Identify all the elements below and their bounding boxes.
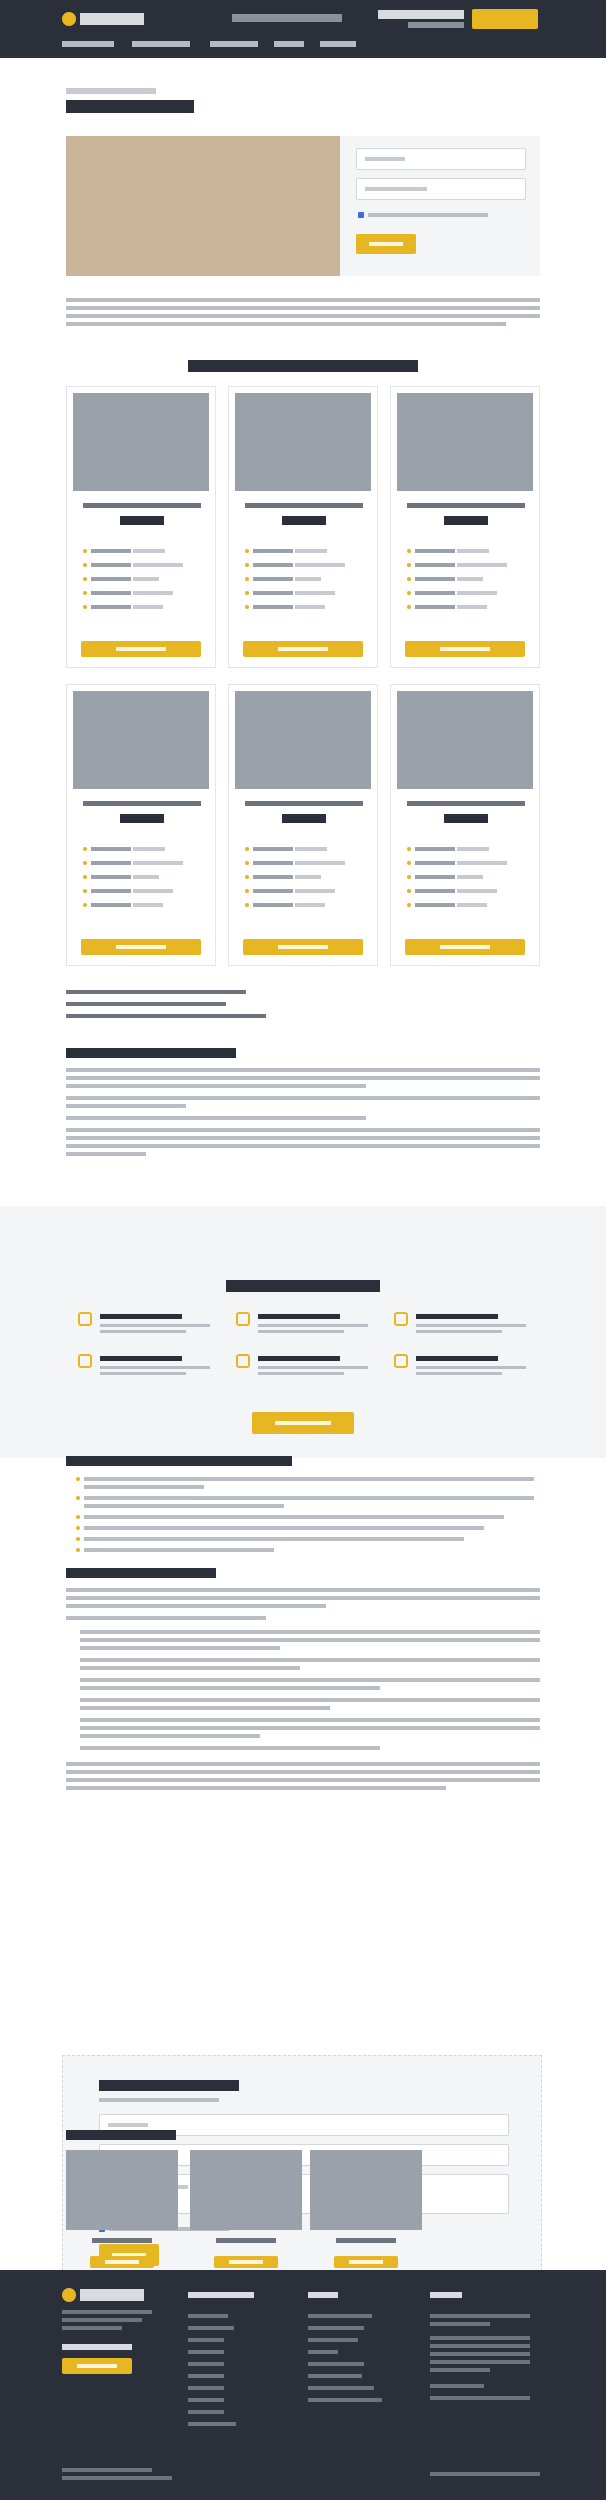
card-price xyxy=(282,516,326,525)
service-caption xyxy=(336,2238,396,2243)
card-image xyxy=(235,691,371,789)
order-button[interactable] xyxy=(243,641,363,657)
team-icon xyxy=(236,1312,250,1326)
why-us-section xyxy=(0,1206,606,1458)
footer-call-button[interactable] xyxy=(62,2358,132,2374)
service-more-button[interactable] xyxy=(334,2256,398,2268)
card-title xyxy=(407,503,525,508)
footer-logo[interactable] xyxy=(62,2288,146,2302)
nav-item-moving[interactable] xyxy=(274,41,304,47)
price-card xyxy=(228,684,378,966)
checkbox-icon[interactable] xyxy=(358,212,364,218)
nav-item-company[interactable] xyxy=(62,41,114,47)
service-more-button[interactable] xyxy=(90,2256,154,2268)
card-title xyxy=(83,801,201,806)
route-icon xyxy=(236,1354,250,1368)
logo-wordmark xyxy=(80,2289,144,2301)
price-card xyxy=(390,684,540,966)
advantages-title xyxy=(66,1456,292,1466)
hero-consent-text xyxy=(368,213,488,217)
why-item xyxy=(78,1354,228,1390)
card-image xyxy=(73,393,209,491)
breadcrumb[interactable] xyxy=(66,88,156,94)
consultation-title xyxy=(99,2080,239,2091)
clock-icon xyxy=(78,1312,92,1326)
card-title xyxy=(245,503,363,508)
service-caption xyxy=(92,2238,152,2243)
site-logo[interactable] xyxy=(62,12,146,26)
service-image xyxy=(310,2150,422,2230)
mail-icon xyxy=(430,2384,484,2388)
why-item xyxy=(78,1312,228,1348)
logo-mark-icon xyxy=(62,2288,76,2302)
price-card xyxy=(66,386,216,668)
shield-icon xyxy=(78,1354,92,1368)
location-pin-icon xyxy=(430,2396,530,2400)
footer-phone[interactable] xyxy=(62,2344,132,2350)
hero-submit-button[interactable] xyxy=(356,234,416,254)
card-price xyxy=(444,814,488,823)
order-button[interactable] xyxy=(81,939,201,955)
callback-link[interactable] xyxy=(408,22,464,28)
service-image xyxy=(190,2150,302,2230)
hero-phone-input[interactable] xyxy=(356,178,526,200)
site-footer xyxy=(0,2270,606,2500)
order-button[interactable] xyxy=(81,641,201,657)
card-title xyxy=(407,801,525,806)
header-address xyxy=(232,14,342,22)
card-image xyxy=(73,691,209,789)
header-call-button[interactable] xyxy=(472,9,538,29)
main-nav xyxy=(62,38,362,50)
order-button[interactable] xyxy=(405,939,525,955)
service-image xyxy=(66,2150,178,2230)
card-image xyxy=(397,691,533,789)
truck-icon xyxy=(394,1354,408,1368)
price-card xyxy=(228,386,378,668)
hero-name-input[interactable] xyxy=(356,148,526,170)
calculate-cost-button[interactable] xyxy=(252,1412,354,1434)
nav-item-moves[interactable] xyxy=(210,41,258,47)
card-price xyxy=(120,516,164,525)
site-header xyxy=(0,0,606,58)
card-price xyxy=(120,814,164,823)
service-caption xyxy=(216,2238,276,2243)
why-item xyxy=(236,1354,386,1390)
why-us-title xyxy=(226,1280,380,1292)
price-card xyxy=(66,684,216,966)
order-button[interactable] xyxy=(243,939,363,955)
header-phone[interactable] xyxy=(378,10,464,19)
cost-factors-title xyxy=(66,1048,236,1058)
consultation-subtitle xyxy=(99,2098,219,2102)
stages-title xyxy=(66,1568,216,1578)
card-title xyxy=(83,503,201,508)
card-image xyxy=(397,393,533,491)
order-button[interactable] xyxy=(405,641,525,657)
price-card xyxy=(390,386,540,668)
contract-icon xyxy=(394,1312,408,1326)
service-more-button[interactable] xyxy=(214,2256,278,2268)
page-title xyxy=(66,100,194,113)
why-item xyxy=(236,1312,386,1348)
why-item xyxy=(394,1312,544,1348)
why-item xyxy=(394,1354,544,1390)
card-price xyxy=(282,814,326,823)
logo-mark-icon xyxy=(62,12,76,26)
nav-item-contacts[interactable] xyxy=(320,41,356,47)
card-title xyxy=(245,801,363,806)
card-image xyxy=(235,393,371,491)
prices-section-title xyxy=(188,360,418,372)
logo-wordmark xyxy=(80,13,144,25)
hero-image xyxy=(66,136,340,276)
popular-services-title xyxy=(66,2130,176,2140)
card-price xyxy=(444,516,488,525)
hero-form xyxy=(340,136,540,276)
nav-item-cargo[interactable] xyxy=(132,41,190,47)
